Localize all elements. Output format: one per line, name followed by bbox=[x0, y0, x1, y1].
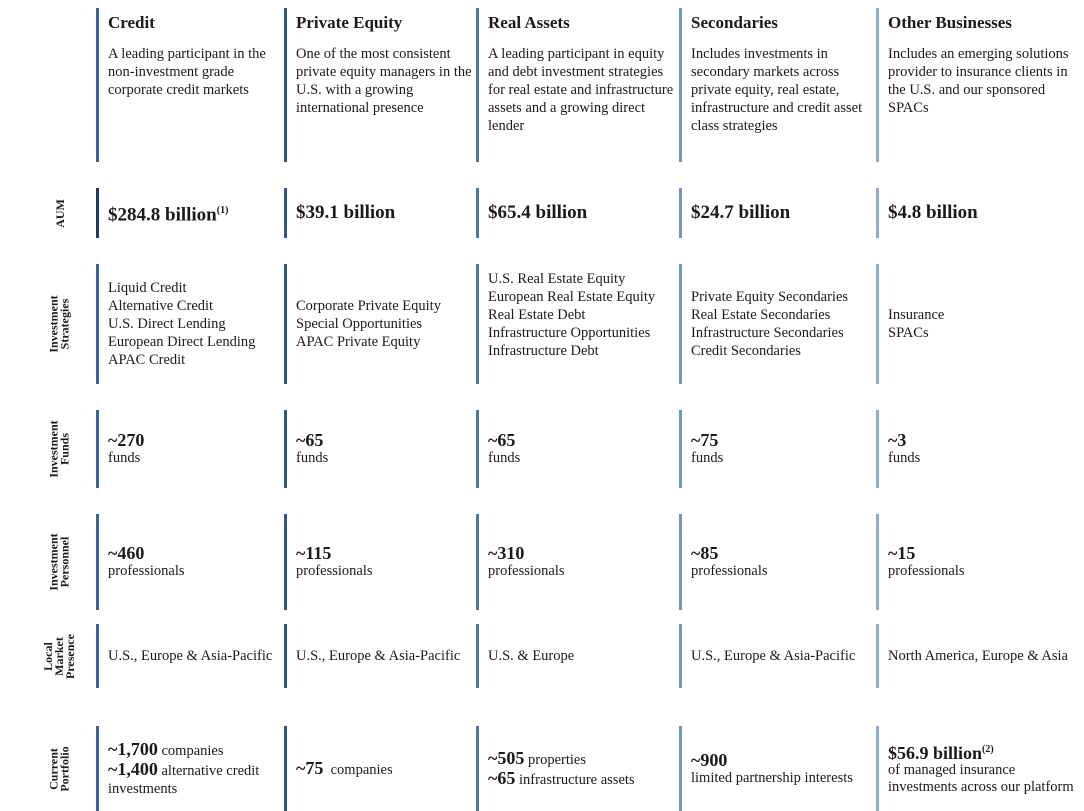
personnel-cell bbox=[876, 514, 1076, 610]
aum-cell bbox=[679, 188, 874, 238]
strategy-item: Alternative Credit bbox=[108, 298, 214, 314]
personnel-unit: professionals bbox=[108, 563, 185, 579]
presence-text: U.S. & Europe bbox=[488, 648, 575, 664]
aum-value: $284.8 billion bbox=[108, 204, 217, 226]
personnel-count: ~115 bbox=[296, 543, 332, 563]
portfolio-count: ~900 bbox=[691, 749, 728, 770]
column-title: Real Assets bbox=[488, 13, 570, 32]
portfolio-text: companies bbox=[161, 742, 224, 759]
funds-unit: funds bbox=[108, 450, 141, 466]
portfolio-cell bbox=[679, 726, 874, 811]
presence-text: U.S., Europe & Asia-Pacific bbox=[296, 648, 461, 664]
portfolio-count: ~1,400 bbox=[108, 758, 158, 779]
strategies-cell bbox=[679, 264, 874, 384]
strategy-item: Corporate Private Equity bbox=[296, 298, 441, 314]
personnel-cell bbox=[96, 514, 282, 610]
funds-unit: funds bbox=[888, 450, 921, 466]
strategy-item: U.S. Real Estate Equity bbox=[488, 271, 626, 287]
row-label-strategies: Investment Strategies bbox=[47, 295, 73, 353]
presence-cell bbox=[876, 624, 1076, 688]
column-description: One of the most consistent private equity managers in the U.S. with a growing international presence bbox=[296, 46, 472, 116]
aum-cell bbox=[876, 188, 1076, 238]
portfolio-text: alternative credit investments bbox=[108, 762, 260, 797]
personnel-unit: professionals bbox=[691, 563, 768, 579]
strategy-item: European Direct Lending bbox=[108, 334, 256, 350]
footnote-marker: (2) bbox=[982, 744, 994, 755]
aum-cell bbox=[284, 188, 474, 238]
strategy-item: Real Estate Debt bbox=[488, 307, 586, 323]
presence-cell bbox=[284, 624, 474, 688]
presence-text: North America, Europe & Asia bbox=[888, 648, 1068, 664]
strategy-item: APAC Private Equity bbox=[296, 334, 421, 350]
column-description: Includes an emerging solutions provider to insurance clients in the U.S. and our sponsored SPACs bbox=[888, 46, 1069, 116]
strategy-item: APAC Credit bbox=[108, 352, 186, 368]
funds-cell bbox=[284, 410, 474, 488]
column-description: A leading participant in equity and debt investment strategies for real estate and infrastructure assets and a growing direct lender bbox=[488, 46, 674, 134]
row-label-presence: Local Market Presence bbox=[41, 633, 78, 679]
footnote-marker: (1) bbox=[216, 204, 229, 216]
strategy-item: Infrastructure Opportunities bbox=[488, 325, 651, 341]
column-title: Credit bbox=[108, 13, 155, 32]
row-label-personnel: Investment Personnel bbox=[47, 533, 73, 591]
personnel-count: ~85 bbox=[691, 543, 719, 563]
funds-unit: funds bbox=[488, 450, 521, 466]
funds-count: ~65 bbox=[488, 430, 516, 450]
personnel-unit: professionals bbox=[296, 563, 373, 579]
column-title: Private Equity bbox=[296, 13, 403, 32]
portfolio-cell bbox=[96, 726, 282, 811]
column-description: Includes investments in secondary markets across private equity, real estate, infrastructure and credit asset class strategies bbox=[691, 46, 863, 134]
portfolio-count: $56.9 billion bbox=[888, 743, 983, 763]
portfolio-count: ~505 bbox=[488, 747, 525, 768]
aum-value: $39.1 billion bbox=[296, 202, 396, 223]
strategy-item: Liquid Credit bbox=[108, 280, 187, 296]
strategies-cell bbox=[284, 264, 474, 384]
personnel-unit: professionals bbox=[888, 563, 965, 579]
funds-unit: funds bbox=[691, 450, 724, 466]
personnel-cell bbox=[476, 514, 676, 610]
portfolio-text: of managed insurance investments across our platform bbox=[888, 762, 1074, 795]
column-title: Secondaries bbox=[691, 13, 778, 32]
strategies-cell bbox=[96, 264, 282, 384]
column-header-real-assets bbox=[476, 8, 676, 162]
strategy-item: SPACs bbox=[888, 325, 929, 341]
aum-cell bbox=[476, 188, 676, 238]
presence-cell bbox=[96, 624, 282, 688]
row-label-funds: Investment Funds bbox=[47, 420, 73, 478]
strategies-cell bbox=[876, 264, 1076, 384]
portfolio-text: companies bbox=[330, 761, 393, 778]
column-description: A leading participant in the non-investment grade corporate credit markets bbox=[108, 46, 266, 98]
funds-cell bbox=[876, 410, 1076, 488]
funds-count: ~75 bbox=[691, 430, 719, 450]
personnel-cell bbox=[284, 514, 474, 610]
portfolio-text: infrastructure assets bbox=[519, 771, 635, 788]
presence-cell bbox=[679, 624, 874, 688]
personnel-cell bbox=[679, 514, 874, 610]
aum-value: $24.7 billion bbox=[691, 202, 791, 223]
funds-count: ~270 bbox=[108, 430, 145, 450]
portfolio-cell bbox=[284, 726, 474, 811]
presence-text: U.S., Europe & Asia-Pacific bbox=[108, 648, 273, 664]
aum-value: $4.8 billion bbox=[888, 202, 978, 223]
presence-cell bbox=[476, 624, 676, 688]
personnel-count: ~15 bbox=[888, 543, 916, 563]
funds-cell bbox=[476, 410, 676, 488]
portfolio-count: ~75 bbox=[296, 757, 324, 778]
strategy-item: Real Estate Secondaries bbox=[691, 307, 831, 323]
column-title: Other Businesses bbox=[888, 13, 1012, 32]
portfolio-cell bbox=[476, 726, 676, 811]
portfolio-text: properties bbox=[528, 751, 586, 768]
strategy-item: Infrastructure Debt bbox=[488, 343, 599, 359]
column-header-other-businesses bbox=[876, 8, 1076, 162]
strategy-item: Private Equity Secondaries bbox=[691, 289, 849, 305]
column-header-credit bbox=[96, 8, 282, 162]
strategy-item: Infrastructure Secondaries bbox=[691, 325, 844, 341]
funds-cell bbox=[96, 410, 282, 488]
strategy-item: Insurance bbox=[888, 307, 945, 323]
portfolio-count: ~65 bbox=[488, 767, 516, 788]
personnel-unit: professionals bbox=[488, 563, 565, 579]
funds-cell bbox=[679, 410, 874, 488]
aum-cell bbox=[96, 188, 282, 238]
portfolio-count: ~1,700 bbox=[108, 738, 158, 759]
strategy-item: U.S. Direct Lending bbox=[108, 316, 226, 332]
funds-count: ~65 bbox=[296, 430, 324, 450]
column-header-private-equity bbox=[284, 8, 474, 162]
strategy-item: Credit Secondaries bbox=[691, 343, 801, 359]
strategy-item: European Real Estate Equity bbox=[488, 289, 656, 305]
funds-unit: funds bbox=[296, 450, 329, 466]
strategy-item: Special Opportunities bbox=[296, 316, 423, 332]
row-label-portfolio: Current Portfolio bbox=[47, 745, 73, 792]
strategies-cell bbox=[476, 264, 676, 384]
column-header-secondaries bbox=[679, 8, 874, 162]
funds-count: ~3 bbox=[888, 430, 907, 450]
personnel-count: ~460 bbox=[108, 543, 145, 563]
aum-value: $65.4 billion bbox=[488, 202, 588, 223]
portfolio-cell bbox=[876, 726, 1076, 811]
presence-text: U.S., Europe & Asia-Pacific bbox=[691, 648, 856, 664]
row-label-aum: AUM bbox=[52, 198, 67, 228]
portfolio-text: limited partnership interests bbox=[691, 769, 853, 786]
personnel-count: ~310 bbox=[488, 543, 525, 563]
